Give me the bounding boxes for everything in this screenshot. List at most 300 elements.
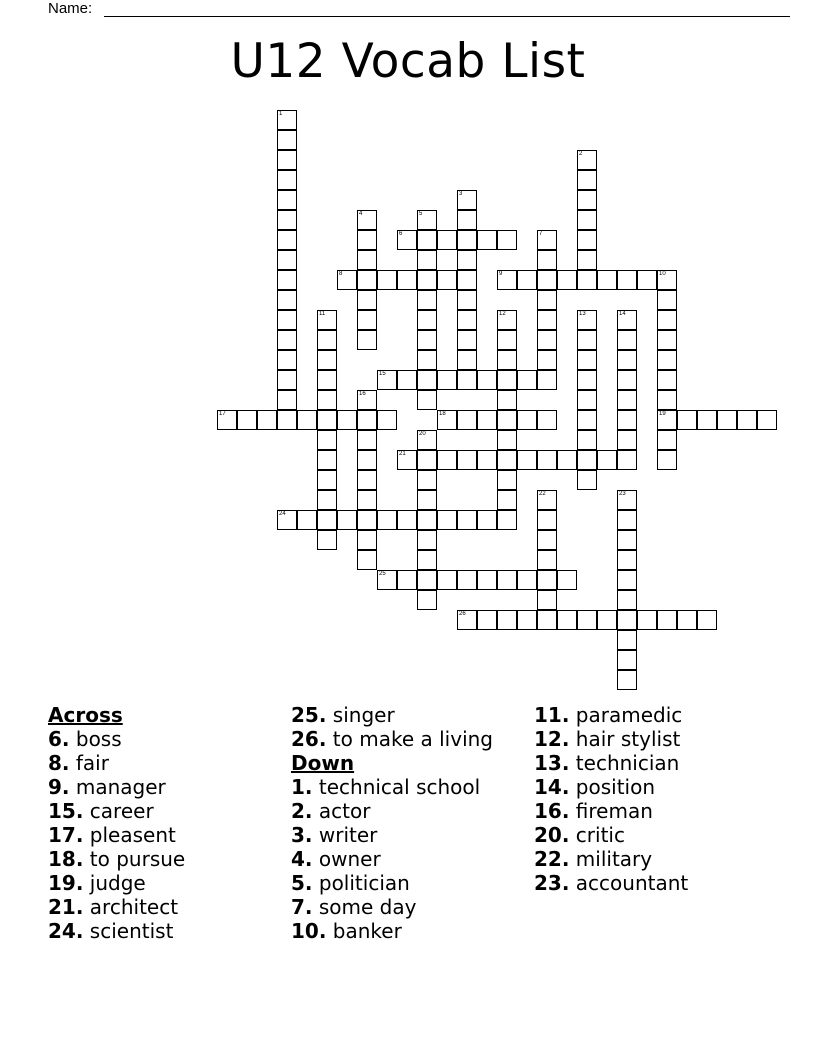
- grid-cell[interactable]: [557, 610, 577, 630]
- clue-number: 22: [539, 491, 546, 497]
- grid-cell[interactable]: [397, 230, 417, 250]
- clue-num: 8.: [48, 751, 70, 775]
- clue-number: 15: [379, 371, 386, 377]
- clue-num: 20.: [534, 823, 570, 847]
- grid-cell[interactable]: [377, 410, 397, 430]
- clue-text: singer: [326, 703, 395, 727]
- grid-cell[interactable]: [537, 250, 557, 270]
- clue-column-3: [534, 703, 688, 895]
- grid-cell[interactable]: [437, 410, 457, 430]
- clue-text: accountant: [569, 871, 689, 895]
- grid-cell[interactable]: [357, 270, 377, 290]
- grid-cell[interactable]: [677, 410, 697, 430]
- grid-cell[interactable]: [497, 450, 517, 470]
- grid-cell[interactable]: [497, 430, 517, 450]
- grid-cell[interactable]: [437, 370, 457, 390]
- grid-cell[interactable]: [657, 430, 677, 450]
- clue-number: 2: [579, 151, 583, 157]
- grid-cell[interactable]: [477, 510, 497, 530]
- clue-number: 7: [539, 231, 543, 237]
- grid-cell[interactable]: [357, 530, 377, 550]
- grid-cell[interactable]: [657, 290, 677, 310]
- grid-cell[interactable]: [577, 390, 597, 410]
- grid-cell[interactable]: [417, 430, 437, 450]
- grid-cell[interactable]: [677, 610, 697, 630]
- down-clue: [534, 847, 688, 871]
- clue-text: banker: [326, 919, 402, 943]
- clue-number: 11: [319, 311, 326, 317]
- grid-cell[interactable]: [277, 150, 297, 170]
- grid-cell[interactable]: [277, 170, 297, 190]
- grid-cell[interactable]: [577, 350, 597, 370]
- clue-number: 20: [419, 431, 426, 437]
- grid-cell[interactable]: [317, 450, 337, 470]
- down-clue: [291, 775, 493, 799]
- clue-num: 15.: [48, 799, 84, 823]
- grid-cell[interactable]: [417, 510, 437, 530]
- clue-text: hair stylist: [569, 727, 681, 751]
- clue-text: fireman: [569, 799, 653, 823]
- grid-cell[interactable]: [357, 390, 377, 410]
- grid-cell[interactable]: [557, 450, 577, 470]
- clue-num: 21.: [48, 895, 84, 919]
- grid-cell[interactable]: [497, 610, 517, 630]
- grid-cell[interactable]: [497, 370, 517, 390]
- grid-cell[interactable]: [417, 450, 437, 470]
- clue-number: 18: [439, 411, 446, 417]
- across-clue: [48, 799, 185, 823]
- grid-cell[interactable]: [497, 410, 517, 430]
- grid-cell[interactable]: [277, 370, 297, 390]
- clue-number: 12: [499, 311, 506, 317]
- grid-cell[interactable]: [357, 230, 377, 250]
- down-clue: [534, 727, 688, 751]
- grid-cell[interactable]: [357, 430, 377, 450]
- down-clue: [534, 871, 688, 895]
- grid-cell[interactable]: [377, 510, 397, 530]
- grid-cell[interactable]: [277, 410, 297, 430]
- grid-cell[interactable]: [577, 170, 597, 190]
- grid-cell[interactable]: [617, 450, 637, 470]
- grid-cell[interactable]: [417, 310, 437, 330]
- grid-cell[interactable]: [217, 410, 237, 430]
- grid-cell[interactable]: [277, 270, 297, 290]
- grid-cell[interactable]: [617, 370, 637, 390]
- grid-cell[interactable]: [577, 150, 597, 170]
- clue-text: to pursue: [83, 847, 186, 871]
- across-clue: [48, 871, 185, 895]
- grid-cell[interactable]: [297, 510, 317, 530]
- grid-cell[interactable]: [597, 450, 617, 470]
- grid-cell[interactable]: [617, 330, 637, 350]
- down-clue: [291, 919, 493, 943]
- grid-cell[interactable]: [517, 610, 537, 630]
- grid-cell[interactable]: [497, 310, 517, 330]
- grid-cell[interactable]: [377, 270, 397, 290]
- grid-cell[interactable]: [717, 410, 737, 430]
- grid-cell[interactable]: [577, 270, 597, 290]
- grid-cell[interactable]: [497, 270, 517, 290]
- grid-cell[interactable]: [617, 630, 637, 650]
- across-clue: [48, 727, 185, 751]
- grid-cell[interactable]: [397, 370, 417, 390]
- down-clue: [291, 871, 493, 895]
- grid-cell[interactable]: [617, 490, 637, 510]
- grid-cell[interactable]: [337, 270, 357, 290]
- grid-cell[interactable]: [537, 370, 557, 390]
- grid-cell[interactable]: [617, 430, 637, 450]
- grid-cell[interactable]: [317, 350, 337, 370]
- grid-cell[interactable]: [417, 470, 437, 490]
- across-clue: [48, 847, 185, 871]
- grid-cell[interactable]: [417, 290, 437, 310]
- grid-cell[interactable]: [577, 250, 597, 270]
- grid-cell[interactable]: [357, 210, 377, 230]
- down-clue: [291, 895, 493, 919]
- grid-cell[interactable]: [617, 270, 637, 290]
- grid-cell[interactable]: [497, 330, 517, 350]
- grid-cell[interactable]: [537, 410, 557, 430]
- grid-cell[interactable]: [417, 390, 437, 410]
- grid-cell[interactable]: [497, 390, 517, 410]
- grid-cell[interactable]: [537, 550, 557, 570]
- grid-cell[interactable]: [417, 570, 437, 590]
- grid-cell[interactable]: [297, 410, 317, 430]
- grid-cell[interactable]: [457, 350, 477, 370]
- grid-cell[interactable]: [477, 450, 497, 470]
- grid-cell[interactable]: [517, 370, 537, 390]
- grid-cell[interactable]: [277, 310, 297, 330]
- clue-number: 6: [399, 231, 403, 237]
- grid-cell[interactable]: [417, 350, 437, 370]
- clue-text: technician: [569, 751, 680, 775]
- grid-cell[interactable]: [657, 350, 677, 370]
- grid-cell[interactable]: [417, 550, 437, 570]
- clue-text: architect: [83, 895, 179, 919]
- grid-cell[interactable]: [277, 510, 297, 530]
- grid-cell[interactable]: [317, 370, 337, 390]
- grid-cell[interactable]: [477, 410, 497, 430]
- down-clue: [534, 775, 688, 799]
- grid-cell[interactable]: [397, 270, 417, 290]
- grid-cell[interactable]: [357, 310, 377, 330]
- grid-cell[interactable]: [417, 370, 437, 390]
- grid-cell[interactable]: [617, 350, 637, 370]
- clue-num: 25.: [291, 703, 327, 727]
- grid-cell[interactable]: [617, 510, 637, 530]
- grid-cell[interactable]: [697, 410, 717, 430]
- grid-cell[interactable]: [577, 310, 597, 330]
- down-clue: [534, 799, 688, 823]
- across-clue: [48, 895, 185, 919]
- grid-cell[interactable]: [357, 470, 377, 490]
- grid-cell[interactable]: [577, 410, 597, 430]
- grid-cell[interactable]: [537, 570, 557, 590]
- grid-cell[interactable]: [397, 510, 417, 530]
- clue-text: paramedic: [569, 703, 683, 727]
- grid-cell[interactable]: [537, 330, 557, 350]
- grid-cell[interactable]: [617, 550, 637, 570]
- grid-cell[interactable]: [357, 490, 377, 510]
- grid-cell[interactable]: [277, 290, 297, 310]
- grid-cell[interactable]: [317, 390, 337, 410]
- clue-number: 14: [619, 311, 626, 317]
- grid-cell[interactable]: [537, 230, 557, 250]
- grid-cell[interactable]: [317, 410, 337, 430]
- grid-cell[interactable]: [457, 230, 477, 250]
- grid-cell[interactable]: [437, 570, 457, 590]
- grid-cell[interactable]: [657, 610, 677, 630]
- clue-num: 22.: [534, 847, 570, 871]
- grid-cell[interactable]: [757, 410, 777, 430]
- grid-cell[interactable]: [257, 410, 277, 430]
- grid-cell[interactable]: [517, 570, 537, 590]
- grid-cell[interactable]: [577, 450, 597, 470]
- clue-num: 13.: [534, 751, 570, 775]
- grid-cell[interactable]: [497, 570, 517, 590]
- grid-cell[interactable]: [457, 190, 477, 210]
- grid-cell[interactable]: [397, 570, 417, 590]
- clue-num: 26.: [291, 727, 327, 751]
- grid-cell[interactable]: [457, 250, 477, 270]
- clue-num: 1.: [291, 775, 313, 799]
- grid-cell[interactable]: [457, 510, 477, 530]
- grid-cell[interactable]: [417, 230, 437, 250]
- grid-cell[interactable]: [417, 590, 437, 610]
- grid-cell[interactable]: [537, 310, 557, 330]
- grid-cell[interactable]: [457, 210, 477, 230]
- down-clue: [291, 847, 493, 871]
- grid-cell[interactable]: [617, 310, 637, 330]
- grid-cell[interactable]: [317, 470, 337, 490]
- grid-cell[interactable]: [357, 510, 377, 530]
- clue-text: pleasent: [83, 823, 176, 847]
- grid-cell[interactable]: [457, 290, 477, 310]
- grid-cell[interactable]: [577, 330, 597, 350]
- grid-cell[interactable]: [277, 230, 297, 250]
- clue-text: military: [569, 847, 653, 871]
- down-clue: [291, 823, 493, 847]
- grid-cell[interactable]: [477, 570, 497, 590]
- grid-cell[interactable]: [277, 130, 297, 150]
- clue-text: technical school: [312, 775, 481, 799]
- clue-number: 26: [459, 611, 466, 617]
- clue-text: to make a living: [326, 727, 493, 751]
- clue-text: politician: [312, 871, 410, 895]
- clue-number: 4: [359, 211, 363, 217]
- across-clue: [48, 919, 185, 943]
- grid-cell[interactable]: [457, 330, 477, 350]
- grid-cell[interactable]: [457, 450, 477, 470]
- grid-cell[interactable]: [537, 290, 557, 310]
- grid-cell[interactable]: [657, 330, 677, 350]
- grid-cell[interactable]: [317, 530, 337, 550]
- grid-cell[interactable]: [537, 270, 557, 290]
- grid-cell[interactable]: [477, 370, 497, 390]
- clue-text: some day: [312, 895, 417, 919]
- grid-cell[interactable]: [317, 430, 337, 450]
- grid-cell[interactable]: [617, 670, 637, 690]
- clue-num: 5.: [291, 871, 313, 895]
- grid-cell[interactable]: [317, 310, 337, 330]
- grid-cell[interactable]: [437, 510, 457, 530]
- clue-text: judge: [83, 871, 146, 895]
- grid-cell[interactable]: [697, 610, 717, 630]
- grid-cell[interactable]: [617, 650, 637, 670]
- across-clue: [48, 751, 185, 775]
- grid-cell[interactable]: [277, 390, 297, 410]
- grid-cell[interactable]: [517, 450, 537, 470]
- grid-cell[interactable]: [237, 410, 257, 430]
- clue-num: 16.: [534, 799, 570, 823]
- grid-cell[interactable]: [357, 290, 377, 310]
- across-heading: Across: [48, 703, 123, 727]
- grid-cell[interactable]: [377, 370, 397, 390]
- grid-cell[interactable]: [577, 370, 597, 390]
- clue-number: 23: [619, 491, 626, 497]
- grid-cell[interactable]: [437, 450, 457, 470]
- grid-cell[interactable]: [397, 450, 417, 470]
- grid-cell[interactable]: [317, 490, 337, 510]
- clue-text: actor: [312, 799, 371, 823]
- grid-cell[interactable]: [417, 250, 437, 270]
- grid-cell[interactable]: [477, 610, 497, 630]
- clue-num: 10.: [291, 919, 327, 943]
- grid-cell[interactable]: [517, 270, 537, 290]
- clue-num: 3.: [291, 823, 313, 847]
- grid-cell[interactable]: [657, 370, 677, 390]
- grid-cell[interactable]: [417, 530, 437, 550]
- clue-num: 6.: [48, 727, 70, 751]
- grid-cell[interactable]: [457, 270, 477, 290]
- grid-cell[interactable]: [577, 610, 597, 630]
- grid-cell[interactable]: [537, 490, 557, 510]
- grid-cell[interactable]: [597, 610, 617, 630]
- grid-cell[interactable]: [657, 450, 677, 470]
- grid-cell[interactable]: [577, 470, 597, 490]
- grid-cell[interactable]: [457, 410, 477, 430]
- grid-cell[interactable]: [357, 550, 377, 570]
- grid-cell[interactable]: [577, 210, 597, 230]
- down-clue: [291, 799, 493, 823]
- clue-number: 24: [279, 511, 286, 517]
- grid-cell[interactable]: [457, 610, 477, 630]
- clue-number: 1: [279, 111, 283, 117]
- grid-cell[interactable]: [437, 230, 457, 250]
- clue-number: 19: [659, 411, 666, 417]
- clue-num: 17.: [48, 823, 84, 847]
- grid-cell[interactable]: [617, 390, 637, 410]
- grid-cell[interactable]: [357, 410, 377, 430]
- grid-cell[interactable]: [637, 610, 657, 630]
- grid-cell[interactable]: [657, 310, 677, 330]
- grid-cell[interactable]: [497, 230, 517, 250]
- grid-cell[interactable]: [577, 190, 597, 210]
- grid-cell[interactable]: [477, 230, 497, 250]
- grid-cell[interactable]: [277, 350, 297, 370]
- clue-text: position: [569, 775, 656, 799]
- clue-num: 24.: [48, 919, 84, 943]
- down-heading: Down: [291, 751, 355, 775]
- grid-cell[interactable]: [277, 330, 297, 350]
- grid-cell[interactable]: [537, 350, 557, 370]
- down-clue: [534, 751, 688, 775]
- grid-cell[interactable]: [337, 510, 357, 530]
- grid-cell[interactable]: [497, 510, 517, 530]
- grid-cell[interactable]: [337, 410, 357, 430]
- grid-cell[interactable]: [457, 570, 477, 590]
- across-clue: [48, 823, 185, 847]
- grid-cell[interactable]: [557, 270, 577, 290]
- grid-cell[interactable]: [577, 230, 597, 250]
- grid-cell[interactable]: [417, 330, 437, 350]
- grid-cell[interactable]: [277, 110, 297, 130]
- grid-cell[interactable]: [597, 270, 617, 290]
- grid-cell[interactable]: [357, 450, 377, 470]
- clue-number: 3: [459, 191, 463, 197]
- grid-cell[interactable]: [457, 310, 477, 330]
- grid-cell[interactable]: [537, 530, 557, 550]
- grid-cell[interactable]: [517, 410, 537, 430]
- grid-cell[interactable]: [317, 330, 337, 350]
- grid-cell[interactable]: [537, 590, 557, 610]
- grid-cell[interactable]: [617, 590, 637, 610]
- clue-column-2: [291, 703, 493, 943]
- grid-cell[interactable]: [437, 270, 457, 290]
- name-label: Name:: [48, 0, 93, 17]
- grid-cell[interactable]: [417, 270, 437, 290]
- grid-cell[interactable]: [657, 270, 677, 290]
- grid-cell[interactable]: [557, 570, 577, 590]
- grid-cell[interactable]: [537, 510, 557, 530]
- clue-num: 19.: [48, 871, 84, 895]
- down-clue: [534, 823, 688, 847]
- grid-cell[interactable]: [497, 490, 517, 510]
- grid-cell[interactable]: [277, 190, 297, 210]
- grid-cell[interactable]: [277, 250, 297, 270]
- grid-cell[interactable]: [417, 490, 437, 510]
- clue-number: 21: [399, 451, 406, 457]
- grid-cell[interactable]: [617, 530, 637, 550]
- clue-num: 11.: [534, 703, 570, 727]
- grid-cell[interactable]: [377, 570, 397, 590]
- clue-column-1: [48, 703, 185, 943]
- grid-cell[interactable]: [317, 510, 337, 530]
- grid-cell[interactable]: [657, 410, 677, 430]
- clue-number: 25: [379, 571, 386, 577]
- clue-text: career: [83, 799, 154, 823]
- grid-cell[interactable]: [617, 570, 637, 590]
- clue-text: manager: [69, 775, 166, 799]
- grid-cell[interactable]: [497, 350, 517, 370]
- grid-cell[interactable]: [657, 390, 677, 410]
- grid-cell[interactable]: [537, 450, 557, 470]
- grid-cell[interactable]: [417, 210, 437, 230]
- grid-cell[interactable]: [277, 210, 297, 230]
- grid-cell[interactable]: [737, 410, 757, 430]
- grid-cell[interactable]: [357, 330, 377, 350]
- grid-cell[interactable]: [637, 270, 657, 290]
- clue-number: 8: [339, 271, 343, 277]
- grid-cell[interactable]: [457, 370, 477, 390]
- grid-cell[interactable]: [357, 250, 377, 270]
- grid-cell[interactable]: [617, 410, 637, 430]
- grid-cell[interactable]: [577, 430, 597, 450]
- grid-cell[interactable]: [497, 470, 517, 490]
- grid-cell[interactable]: [537, 610, 557, 630]
- grid-cell[interactable]: [617, 610, 637, 630]
- clue-number: 16: [359, 391, 366, 397]
